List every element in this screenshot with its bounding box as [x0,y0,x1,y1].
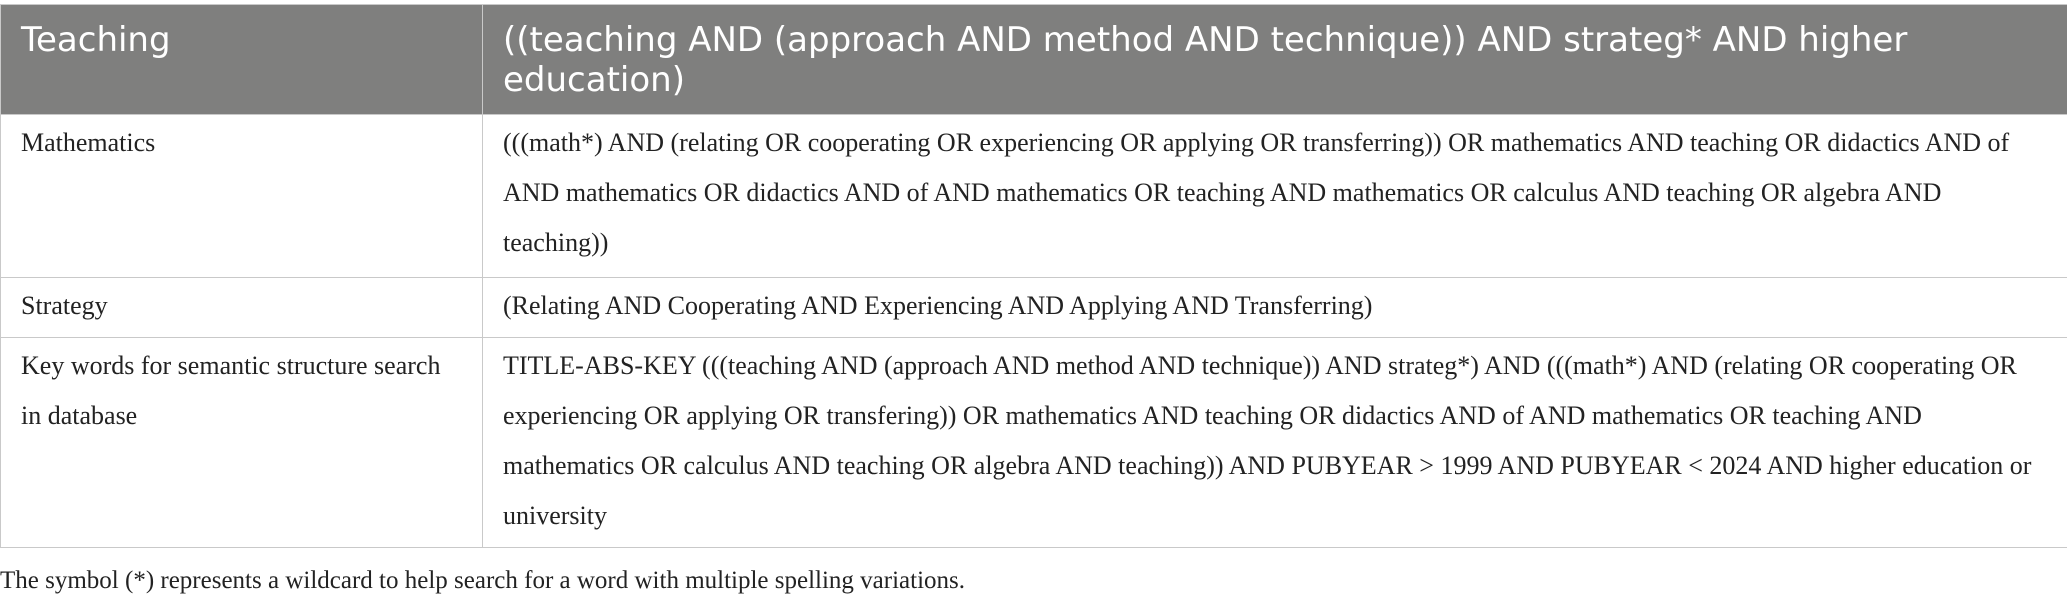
table-footnote: The symbol (*) represents a wildcard to help search for a word with multiple spelling variations. [0,567,966,594]
search-strategy-table [0,4,2067,548]
row-query-mathematics: (((math*) AND (relating OR cooperating OR experiencing OR applying OR transferring)) OR mathematics AND teaching OR didactics AND of AND mathematics OR didactics AND of AND mathematics OR teaching AND mathematics OR calculus AND teaching OR algebra AND teaching)) [483,115,2067,278]
row-query-keywords: TITLE-ABS-KEY (((teaching AND (approach AND method AND technique)) AND strateg*) AND (((math*) AND (relating OR cooperating OR experiencing OR applying OR transfering)) OR mathematics AND teaching OR didactics AND of AND mathematics OR teaching AND mathematics OR calculus AND teaching OR algebra AND teaching)) AND PUBYEAR > 1999 AND PUBYEAR < 2024 AND higher education or university [483,338,2067,548]
row-query-strategy: (Relating AND Cooperating AND Experiencing AND Applying AND Transferring) [483,278,2067,338]
header-cell-teaching: Teaching [1,5,483,115]
table-row-mathematics [1,115,2067,278]
table-body [1,115,2067,548]
row-label-keywords: Key words for semantic structure search in database [1,338,483,548]
table-header-row [1,5,2067,115]
table-row-keywords [1,338,2067,548]
table-row-strategy [1,278,2067,338]
table-header [1,5,2067,115]
row-label-strategy: Strategy [1,278,483,338]
header-cell-teaching-query: ((teaching AND (approach AND method AND technique)) AND strateg* AND higher education) [483,5,2067,115]
row-label-mathematics: Mathematics [1,115,483,278]
search-strategy-table-container [0,4,2067,548]
